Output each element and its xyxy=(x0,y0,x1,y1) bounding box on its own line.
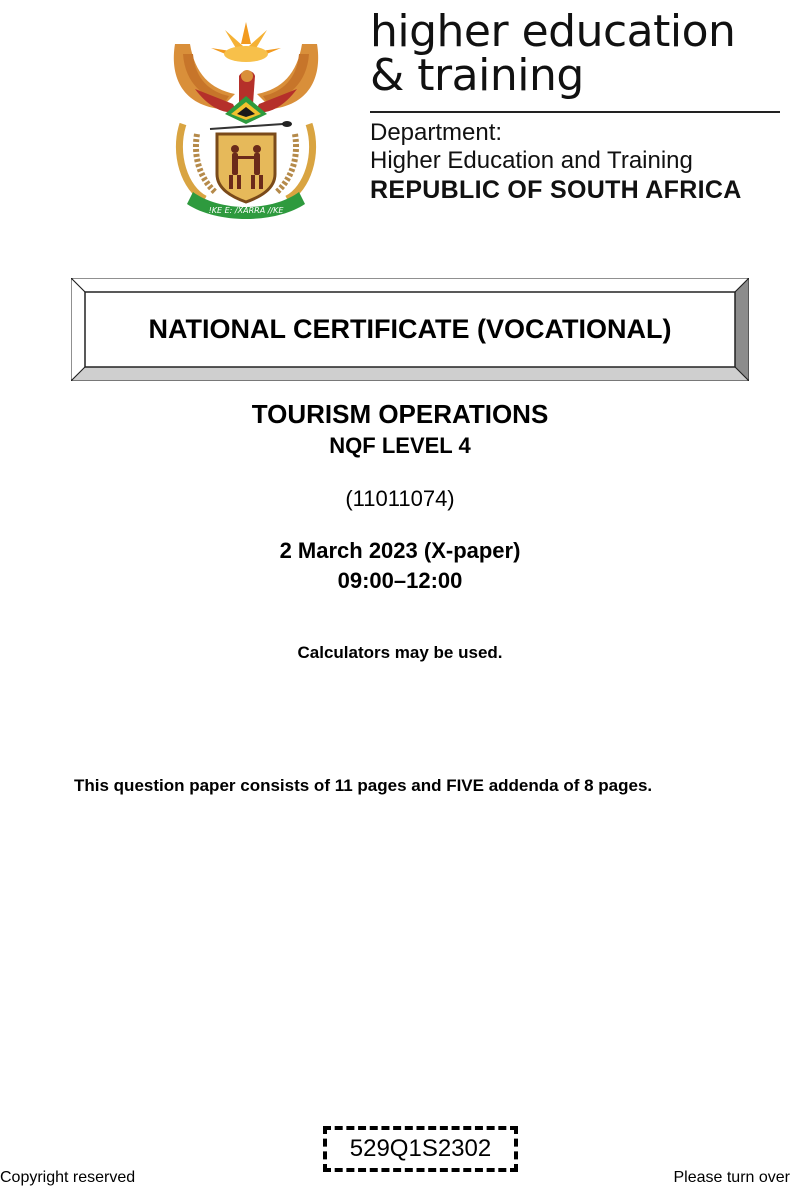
page-count-note: This question paper consists of 11 pages and FIVE addenda of 8 pages. xyxy=(74,776,653,795)
nqf-level: NQF LEVEL 4 xyxy=(329,433,471,458)
subject-title: TOURISM OPERATIONS xyxy=(251,399,549,429)
qualification-title: NATIONAL CERTIFICATE (VOCATIONAL) xyxy=(148,314,672,344)
paper-code: 529Q1S2302 xyxy=(349,1135,492,1162)
paper-code-box xyxy=(323,1126,518,1172)
department-label: Department: xyxy=(370,119,503,146)
copyright-notice: Copyright reserved xyxy=(0,1169,136,1186)
brand-line-1: higher education xyxy=(370,6,736,57)
country-name: REPUBLIC OF SOUTH AFRICA xyxy=(370,176,742,204)
sun-icon xyxy=(211,22,281,62)
turn-over-notice: Please turn over xyxy=(673,1169,790,1186)
brand-divider xyxy=(370,111,780,113)
exam-date: 2 March 2023 (X-paper) xyxy=(279,538,521,563)
crest-motto: !KE E: /XARRA //KE xyxy=(208,206,284,215)
brand-title xyxy=(370,6,736,101)
department-name: Higher Education and Training xyxy=(370,147,693,174)
department-block xyxy=(370,119,693,175)
brand-line-2: & training xyxy=(370,50,584,101)
calculator-note: Calculators may be used. xyxy=(297,643,503,662)
coat-of-arms-logo xyxy=(165,14,327,224)
subject-code: (11011074) xyxy=(345,486,455,511)
exam-time: 09:00–12:00 xyxy=(337,568,463,593)
